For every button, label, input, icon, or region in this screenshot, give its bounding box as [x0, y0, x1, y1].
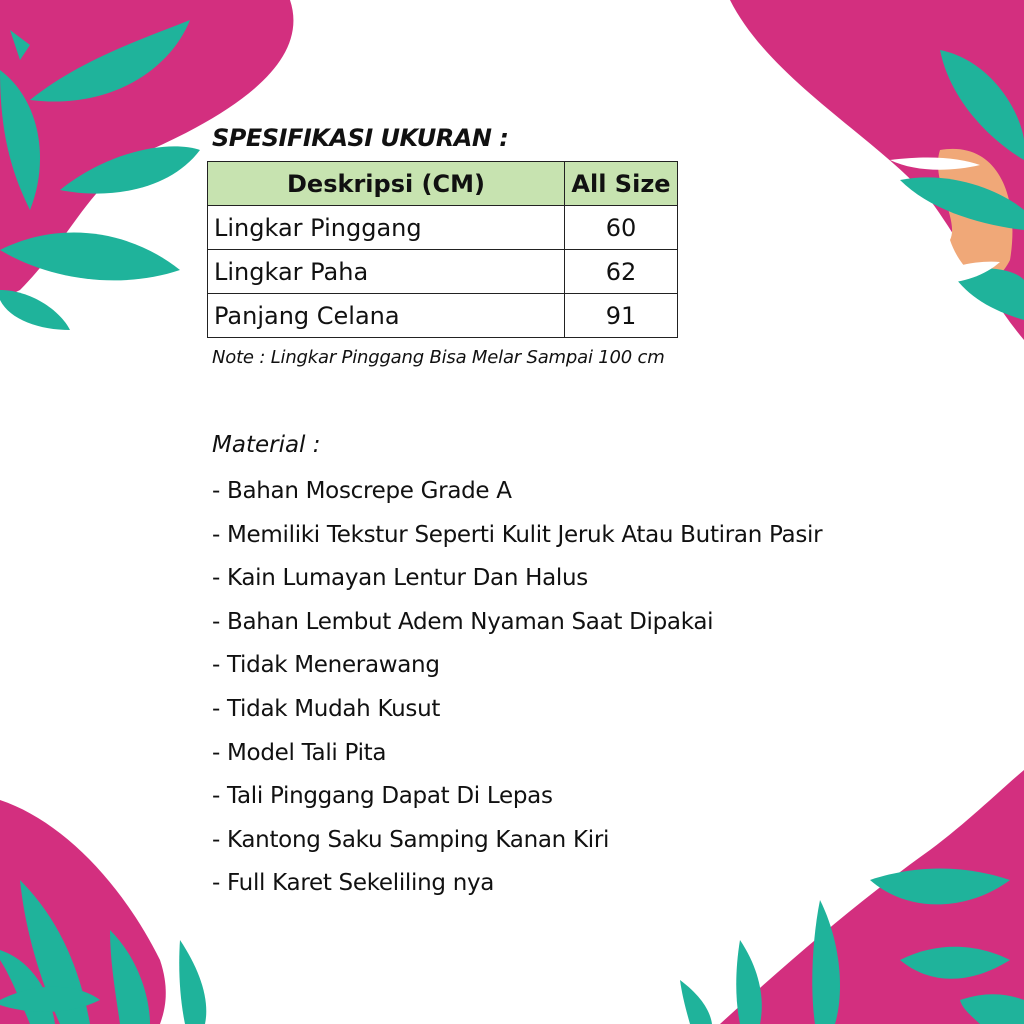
- list-item: - Bahan Lembut Adem Nyaman Saat Dipakai: [212, 608, 714, 635]
- row-value: 60: [565, 206, 678, 250]
- size-note: Note : Lingkar Pinggang Bisa Melar Sampai 100 cm: [212, 347, 665, 368]
- material-heading: Material :: [212, 432, 321, 458]
- table-row: [208, 250, 678, 294]
- list-item: - Kantong Saku Samping Kanan Kiri: [212, 826, 610, 853]
- row-label: Lingkar Paha: [208, 250, 565, 294]
- list-item: - Full Karet Sekeliling nya: [212, 870, 495, 897]
- table-row: [208, 206, 678, 250]
- list-item: - Tali Pinggang Dapat Di Lepas: [212, 783, 553, 810]
- material-list: [212, 475, 822, 911]
- header-all-size: All Size: [565, 162, 678, 206]
- row-value: 62: [565, 250, 678, 294]
- list-item: - Memiliki Tekstur Seperti Kulit Jeruk Atau Butiran Pasir: [212, 521, 823, 548]
- header-description: Deskripsi (CM): [208, 162, 565, 206]
- list-item: - Tidak Menerawang: [212, 652, 440, 679]
- list-item: - Model Tali Pita: [212, 739, 387, 766]
- list-item: - Bahan Moscrepe Grade A: [212, 478, 512, 504]
- row-label: Lingkar Pinggang: [208, 206, 565, 250]
- row-value: 91: [565, 294, 678, 338]
- table-row: [208, 294, 678, 338]
- spec-heading: SPESIFIKASI UKURAN :: [212, 124, 509, 152]
- list-item: - Tidak Mudah Kusut: [212, 695, 441, 722]
- table-header-row: [208, 162, 678, 206]
- row-label: Panjang Celana: [208, 294, 565, 338]
- list-item: - Kain Lumayan Lentur Dan Halus: [212, 565, 588, 592]
- size-spec-table: [207, 161, 678, 338]
